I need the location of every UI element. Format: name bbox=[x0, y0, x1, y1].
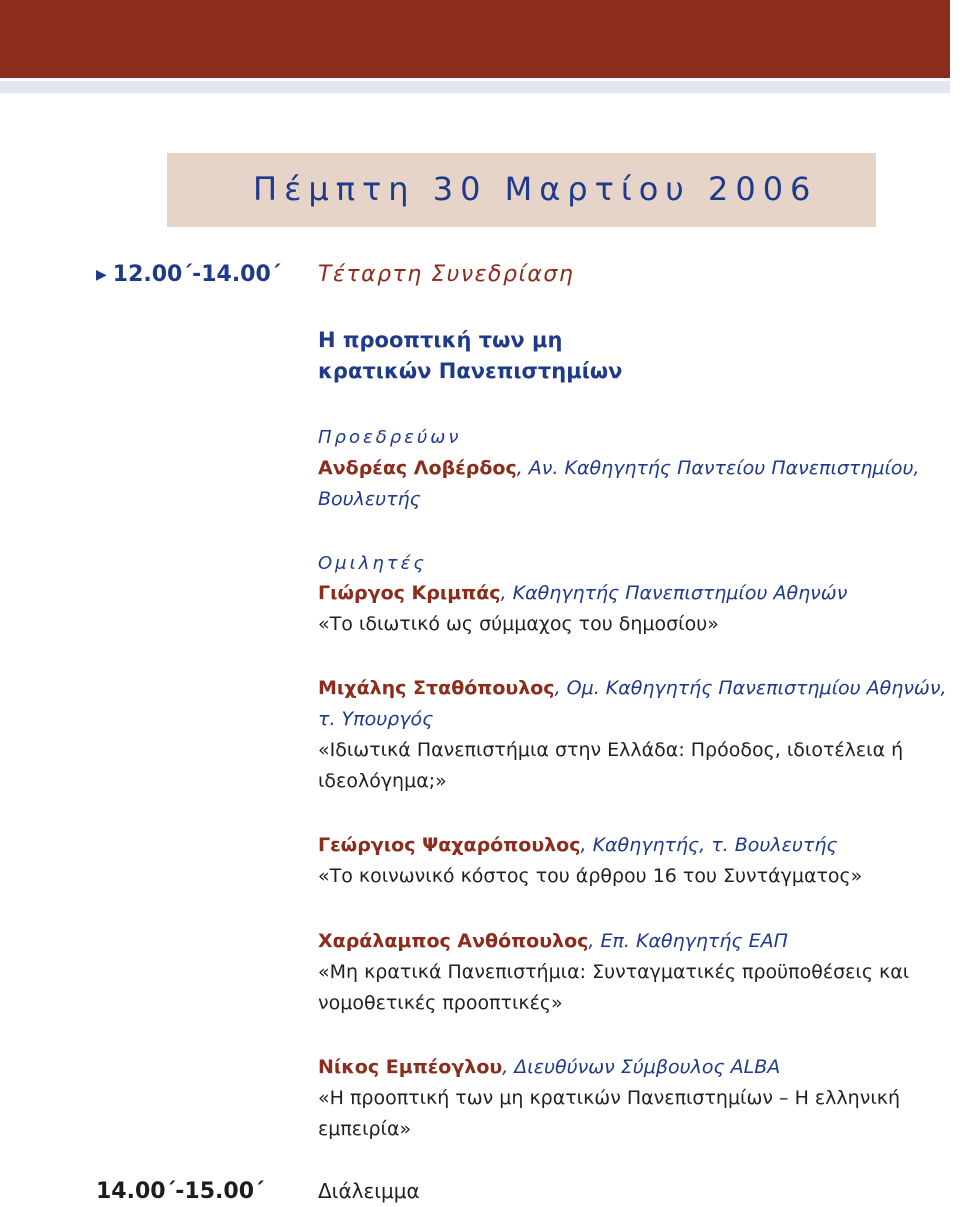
header-divider bbox=[0, 81, 950, 93]
speaker-entry bbox=[318, 673, 958, 797]
chair-label: Προεδρεύων bbox=[318, 427, 462, 448]
chair-entry bbox=[318, 453, 958, 515]
speaker-entry bbox=[318, 830, 958, 892]
date-banner bbox=[167, 153, 876, 227]
chair-role: , Αν. Καθηγητής Παντείου Πανεπιστημίου, Βουλευτής bbox=[318, 457, 920, 510]
date-title: Πέμπτη 30 Μαρτίου 2006 bbox=[253, 170, 818, 208]
speaker-talk: «Η προοπτική των μη κρατικών Πανεπιστημίων – Η ελληνική εμπειρία» bbox=[318, 1087, 900, 1140]
speaker-role: , Επ. Καθηγητής ΕΑΠ bbox=[588, 930, 788, 952]
topic-line-1: Η προοπτική των μη bbox=[318, 328, 563, 352]
session-title: Τέταρτη Συνεδρίαση bbox=[318, 262, 575, 287]
speaker-role: , Ομ. Καθηγητής Πανεπιστημίου Αθηνών, τ. Υπουργός bbox=[318, 677, 947, 730]
speaker-entry bbox=[318, 578, 958, 640]
triangle-right-icon: ▶ bbox=[96, 267, 107, 283]
speakers-label: Ομιλητές bbox=[318, 553, 427, 574]
speaker-talk: «Ιδιωτικά Πανεπιστήμια στην Ελλάδα: Πρόοδος, ιδιοτέλεια ή ιδεολόγημα;» bbox=[318, 739, 904, 792]
chair-name: Ανδρέας Λοβέρδος bbox=[318, 457, 517, 479]
header-bar bbox=[0, 0, 950, 78]
speaker-talk: «Το κοινωνικό κόστος του άρθρου 16 του Συντάγματος» bbox=[318, 865, 863, 887]
session-time bbox=[96, 262, 281, 287]
speaker-talk: «Μη κρατικά Πανεπιστήμια: Συνταγματικές προϋποθέσεις και νομοθετικές προοπτικές» bbox=[318, 961, 910, 1014]
speaker-role: , Καθηγητής, τ. Βουλευτής bbox=[580, 834, 838, 856]
session-time-label: 12.00΄-14.00΄ bbox=[112, 262, 281, 287]
speaker-role: , Καθηγητής Πανεπιστημίου Αθηνών bbox=[500, 582, 848, 604]
session-topic bbox=[318, 325, 918, 387]
speaker-talk: «Το ιδιωτικό ως σύμμαχος του δημοσίου» bbox=[318, 613, 719, 635]
break-label: Διάλειμμα bbox=[318, 1179, 420, 1203]
speaker-name: Μιχάλης Σταθόπουλος bbox=[318, 677, 555, 699]
speaker-name: Γιώργος Κριμπάς bbox=[318, 582, 501, 604]
topic-line-2: κρατικών Πανεπιστημίων bbox=[318, 359, 623, 383]
break-time: 14.00΄-15.00΄ bbox=[96, 1179, 264, 1204]
speaker-role: , Διευθύνων Σύμβουλος ALBA bbox=[502, 1056, 781, 1078]
speaker-name: Νίκος Εμπέογλου bbox=[318, 1056, 503, 1078]
speaker-name: Χαράλαμπος Ανθόπουλος bbox=[318, 930, 589, 952]
speaker-entry bbox=[318, 1052, 958, 1145]
speaker-name: Γεώργιος Ψαχαρόπουλος bbox=[318, 834, 581, 856]
speaker-entry bbox=[318, 926, 958, 1019]
